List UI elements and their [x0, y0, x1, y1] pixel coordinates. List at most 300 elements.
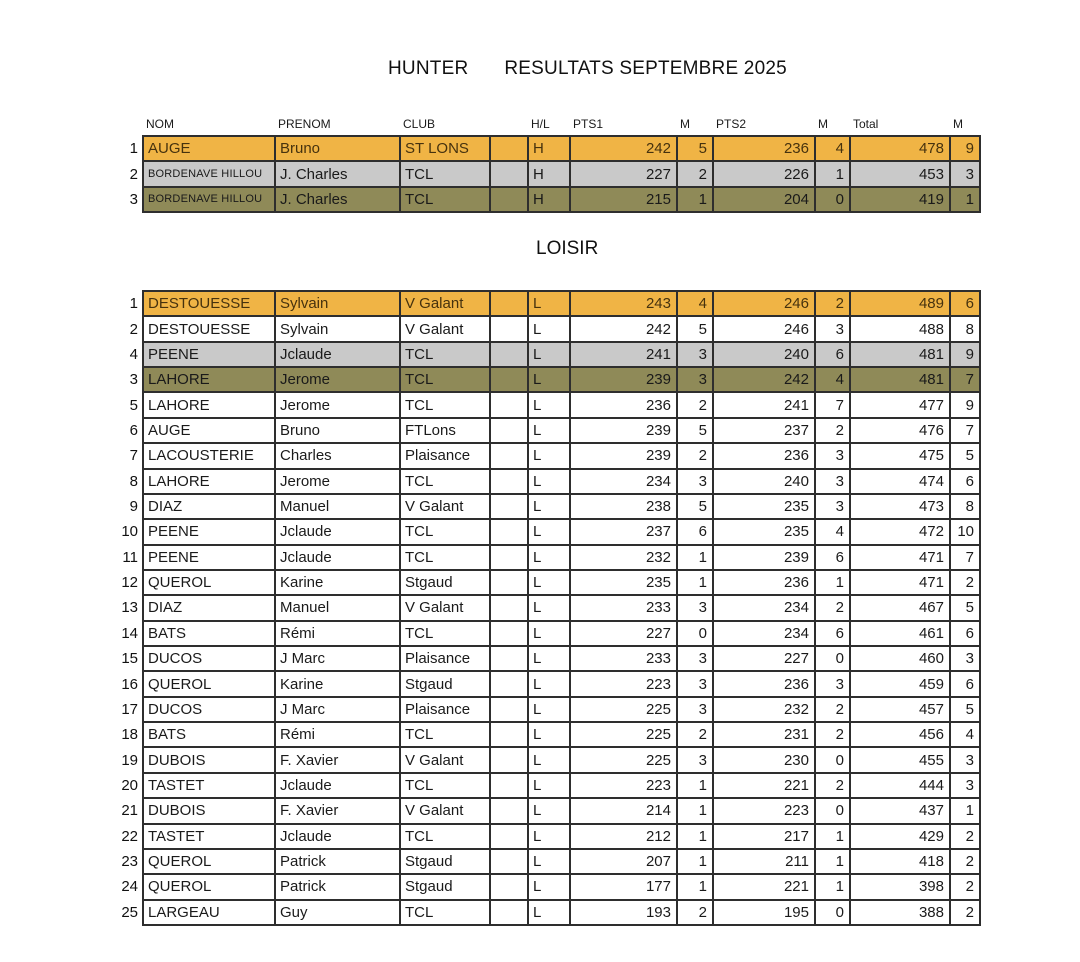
loisir-table	[100, 290, 981, 926]
table-row	[100, 418, 980, 443]
cell-total: 388	[850, 900, 950, 925]
cell-empty	[490, 418, 528, 443]
cell-m3: 3	[950, 747, 980, 772]
table-row	[100, 824, 980, 849]
cell-m2: 3	[815, 316, 850, 341]
rank-cell: 2	[100, 316, 143, 341]
cell-m2: 3	[815, 671, 850, 696]
cell-prenom: Rémi	[275, 722, 400, 747]
title-category: HUNTER	[388, 58, 469, 79]
cell-m3: 6	[950, 621, 980, 646]
table-row	[100, 722, 980, 747]
cell-pts1: 238	[570, 494, 677, 519]
cell-m3: 7	[950, 418, 980, 443]
cell-total: 460	[850, 646, 950, 671]
table-row	[100, 443, 980, 468]
table-row	[100, 747, 980, 772]
cell-prenom: Manuel	[275, 494, 400, 519]
cell-prenom: F. Xavier	[275, 747, 400, 772]
cell-empty	[490, 291, 528, 316]
page-title	[388, 58, 787, 80]
cell-prenom: Sylvain	[275, 291, 400, 316]
cell-hl: L	[528, 900, 570, 925]
cell-nom: DESTOUESSE	[143, 291, 275, 316]
cell-total: 475	[850, 443, 950, 468]
table-row	[100, 595, 980, 620]
cell-hl: L	[528, 874, 570, 899]
cell-m3: 6	[950, 291, 980, 316]
cell-m1: 1	[677, 773, 713, 798]
cell-m1: 1	[677, 570, 713, 595]
cell-club: TCL	[400, 621, 490, 646]
cell-nom: DIAZ	[143, 494, 275, 519]
rank-cell: 24	[100, 874, 143, 899]
cell-total: 398	[850, 874, 950, 899]
cell-pts1: 233	[570, 595, 677, 620]
cell-m3: 2	[950, 874, 980, 899]
cell-pts2: 246	[713, 291, 815, 316]
cell-empty	[490, 747, 528, 772]
cell-prenom: Charles	[275, 443, 400, 468]
cell-nom: AUGE	[143, 418, 275, 443]
cell-pts2: 226	[713, 161, 815, 186]
cell-pts2: 232	[713, 697, 815, 722]
cell-empty	[490, 646, 528, 671]
cell-total: 429	[850, 824, 950, 849]
rank-cell: 23	[100, 849, 143, 874]
cell-pts1: 193	[570, 900, 677, 925]
cell-m1: 2	[677, 392, 713, 417]
cell-nom: DUCOS	[143, 646, 275, 671]
cell-m2: 1	[815, 874, 850, 899]
rank-cell: 7	[100, 443, 143, 468]
cell-pts2: 230	[713, 747, 815, 772]
cell-pts2: 227	[713, 646, 815, 671]
header-nom: NOM	[143, 112, 275, 136]
cell-nom: QUEROL	[143, 874, 275, 899]
cell-empty	[490, 874, 528, 899]
cell-nom: QUEROL	[143, 671, 275, 696]
cell-nom: LAHORE	[143, 469, 275, 494]
cell-hl: L	[528, 418, 570, 443]
cell-m1: 1	[677, 874, 713, 899]
cell-hl: H	[528, 136, 570, 161]
cell-total: 471	[850, 545, 950, 570]
cell-m1: 3	[677, 646, 713, 671]
cell-nom: DESTOUESSE	[143, 316, 275, 341]
cell-m2: 1	[815, 161, 850, 186]
cell-m2: 1	[815, 824, 850, 849]
cell-hl: L	[528, 469, 570, 494]
cell-pts2: 237	[713, 418, 815, 443]
cell-club: TCL	[400, 392, 490, 417]
cell-prenom: Manuel	[275, 595, 400, 620]
cell-club: Plaisance	[400, 443, 490, 468]
cell-prenom: Jclaude	[275, 773, 400, 798]
cell-nom: LARGEAU	[143, 900, 275, 925]
table-row	[100, 900, 980, 925]
rank-cell: 3	[100, 187, 143, 212]
cell-pts2: 211	[713, 849, 815, 874]
cell-m1: 0	[677, 621, 713, 646]
table-row	[100, 342, 980, 367]
cell-club: Stgaud	[400, 874, 490, 899]
cell-hl: L	[528, 671, 570, 696]
header-club: CLUB	[400, 112, 490, 136]
table-row	[100, 671, 980, 696]
cell-club: Stgaud	[400, 570, 490, 595]
rank-cell: 13	[100, 595, 143, 620]
cell-total: 477	[850, 392, 950, 417]
cell-m1: 3	[677, 342, 713, 367]
cell-empty	[490, 621, 528, 646]
cell-m1: 3	[677, 469, 713, 494]
cell-club: TCL	[400, 824, 490, 849]
cell-total: 437	[850, 798, 950, 823]
cell-nom: BATS	[143, 621, 275, 646]
table-row	[100, 849, 980, 874]
cell-pts2: 236	[713, 136, 815, 161]
cell-nom: LACOUSTERIE	[143, 443, 275, 468]
header-total: Total	[850, 112, 950, 136]
cell-total: 473	[850, 494, 950, 519]
cell-hl: L	[528, 519, 570, 544]
cell-m2: 0	[815, 747, 850, 772]
cell-hl: L	[528, 646, 570, 671]
cell-m1: 3	[677, 747, 713, 772]
cell-pts2: 236	[713, 443, 815, 468]
cell-m2: 0	[815, 900, 850, 925]
cell-club: V Galant	[400, 494, 490, 519]
cell-empty	[490, 443, 528, 468]
cell-club: V Galant	[400, 595, 490, 620]
header-pts2: PTS2	[713, 112, 815, 136]
header-pts1: PTS1	[570, 112, 677, 136]
cell-pts2: 234	[713, 595, 815, 620]
cell-hl: L	[528, 849, 570, 874]
cell-m3: 6	[950, 671, 980, 696]
rank-cell: 17	[100, 697, 143, 722]
cell-hl: L	[528, 392, 570, 417]
cell-m3: 5	[950, 443, 980, 468]
cell-m1: 1	[677, 798, 713, 823]
cell-m2: 4	[815, 367, 850, 392]
cell-m1: 3	[677, 367, 713, 392]
rank-cell: 22	[100, 824, 143, 849]
cell-total: 488	[850, 316, 950, 341]
cell-m1: 4	[677, 291, 713, 316]
cell-hl: L	[528, 595, 570, 620]
cell-pts1: 237	[570, 519, 677, 544]
cell-club: V Galant	[400, 291, 490, 316]
cell-empty	[490, 519, 528, 544]
cell-hl: L	[528, 494, 570, 519]
rank-cell: 11	[100, 545, 143, 570]
cell-prenom: Jclaude	[275, 519, 400, 544]
cell-hl: L	[528, 570, 570, 595]
cell-nom: DUBOIS	[143, 798, 275, 823]
cell-m2: 6	[815, 342, 850, 367]
cell-nom: DUCOS	[143, 697, 275, 722]
table-row	[100, 697, 980, 722]
cell-m2: 2	[815, 291, 850, 316]
cell-empty	[490, 824, 528, 849]
cell-pts1: 223	[570, 773, 677, 798]
cell-nom: PEENE	[143, 519, 275, 544]
table-row	[100, 874, 980, 899]
cell-total: 474	[850, 469, 950, 494]
cell-m3: 10	[950, 519, 980, 544]
cell-m2: 1	[815, 570, 850, 595]
cell-nom: PEENE	[143, 545, 275, 570]
cell-prenom: Patrick	[275, 849, 400, 874]
cell-m2: 2	[815, 722, 850, 747]
cell-m3: 7	[950, 545, 980, 570]
cell-pts1: 225	[570, 697, 677, 722]
cell-hl: L	[528, 342, 570, 367]
cell-empty	[490, 570, 528, 595]
cell-m1: 1	[677, 545, 713, 570]
cell-prenom: J Marc	[275, 646, 400, 671]
table-row	[100, 187, 980, 212]
cell-m3: 9	[950, 136, 980, 161]
cell-empty	[490, 671, 528, 696]
cell-m2: 1	[815, 849, 850, 874]
table-row	[100, 570, 980, 595]
rank-cell: 15	[100, 646, 143, 671]
cell-hl: L	[528, 316, 570, 341]
hunter-table	[100, 112, 981, 213]
cell-empty	[490, 136, 528, 161]
cell-hl: L	[528, 722, 570, 747]
cell-m2: 3	[815, 443, 850, 468]
cell-club: V Galant	[400, 747, 490, 772]
cell-prenom: Bruno	[275, 136, 400, 161]
cell-nom: DUBOIS	[143, 747, 275, 772]
cell-m3: 3	[950, 773, 980, 798]
cell-club: Plaisance	[400, 697, 490, 722]
cell-empty	[490, 900, 528, 925]
rank-cell: 2	[100, 161, 143, 186]
table-row	[100, 392, 980, 417]
cell-empty	[490, 722, 528, 747]
cell-m2: 2	[815, 773, 850, 798]
cell-empty	[490, 392, 528, 417]
cell-nom: LAHORE	[143, 367, 275, 392]
cell-pts2: 221	[713, 773, 815, 798]
cell-empty	[490, 316, 528, 341]
cell-m3: 3	[950, 646, 980, 671]
cell-club: V Galant	[400, 798, 490, 823]
cell-empty	[490, 187, 528, 212]
header-rank-spacer	[100, 112, 143, 136]
header-m1: M	[677, 112, 713, 136]
table-row	[100, 136, 980, 161]
cell-hl: L	[528, 621, 570, 646]
cell-empty	[490, 494, 528, 519]
cell-m3: 6	[950, 469, 980, 494]
rank-cell: 9	[100, 494, 143, 519]
rank-cell: 3	[100, 367, 143, 392]
cell-hl: H	[528, 187, 570, 212]
cell-m3: 2	[950, 824, 980, 849]
cell-club: TCL	[400, 545, 490, 570]
cell-m2: 6	[815, 545, 850, 570]
cell-prenom: Jclaude	[275, 545, 400, 570]
cell-pts2: 242	[713, 367, 815, 392]
table-row	[100, 161, 980, 186]
cell-hl: L	[528, 773, 570, 798]
rank-cell: 16	[100, 671, 143, 696]
cell-empty	[490, 595, 528, 620]
cell-m3: 1	[950, 798, 980, 823]
cell-club: TCL	[400, 722, 490, 747]
cell-pts1: 177	[570, 874, 677, 899]
cell-nom: QUEROL	[143, 570, 275, 595]
cell-total: 478	[850, 136, 950, 161]
cell-pts1: 236	[570, 392, 677, 417]
cell-club: Stgaud	[400, 849, 490, 874]
cell-pts2: 241	[713, 392, 815, 417]
header-empty	[490, 112, 528, 136]
cell-pts2: 239	[713, 545, 815, 570]
cell-m2: 0	[815, 187, 850, 212]
cell-pts2: 236	[713, 671, 815, 696]
cell-nom: LAHORE	[143, 392, 275, 417]
cell-m1: 2	[677, 722, 713, 747]
cell-empty	[490, 697, 528, 722]
rank-cell: 19	[100, 747, 143, 772]
cell-m2: 6	[815, 621, 850, 646]
cell-prenom: Karine	[275, 570, 400, 595]
cell-empty	[490, 545, 528, 570]
cell-m3: 7	[950, 367, 980, 392]
cell-pts1: 215	[570, 187, 677, 212]
cell-pts1: 225	[570, 722, 677, 747]
cell-nom: TASTET	[143, 824, 275, 849]
rank-cell: 21	[100, 798, 143, 823]
cell-m2: 2	[815, 595, 850, 620]
cell-total: 459	[850, 671, 950, 696]
cell-m1: 1	[677, 849, 713, 874]
header-prenom: PRENOM	[275, 112, 400, 136]
header-hl: H/L	[528, 112, 570, 136]
cell-pts2: 235	[713, 494, 815, 519]
cell-club: TCL	[400, 469, 490, 494]
cell-empty	[490, 849, 528, 874]
table-row	[100, 798, 980, 823]
cell-hl: L	[528, 697, 570, 722]
cell-total: 471	[850, 570, 950, 595]
cell-prenom: J. Charles	[275, 187, 400, 212]
rank-cell: 1	[100, 136, 143, 161]
cell-m2: 3	[815, 469, 850, 494]
cell-club: TCL	[400, 519, 490, 544]
table-row	[100, 621, 980, 646]
cell-pts1: 214	[570, 798, 677, 823]
cell-m3: 5	[950, 595, 980, 620]
cell-pts1: 242	[570, 316, 677, 341]
table-row	[100, 646, 980, 671]
cell-m3: 4	[950, 722, 980, 747]
cell-prenom: Jerome	[275, 469, 400, 494]
cell-total: 456	[850, 722, 950, 747]
cell-m2: 4	[815, 136, 850, 161]
cell-total: 418	[850, 849, 950, 874]
cell-total: 461	[850, 621, 950, 646]
cell-m3: 8	[950, 316, 980, 341]
table-row	[100, 316, 980, 341]
cell-pts1: 239	[570, 418, 677, 443]
cell-prenom: Karine	[275, 671, 400, 696]
cell-pts2: 195	[713, 900, 815, 925]
cell-hl: L	[528, 824, 570, 849]
cell-m2: 2	[815, 697, 850, 722]
cell-m1: 2	[677, 161, 713, 186]
cell-total: 455	[850, 747, 950, 772]
rank-cell: 4	[100, 342, 143, 367]
cell-hl: L	[528, 798, 570, 823]
cell-total: 453	[850, 161, 950, 186]
rank-cell: 14	[100, 621, 143, 646]
cell-prenom: Jerome	[275, 367, 400, 392]
cell-nom: BORDENAVE HILLOU	[143, 161, 275, 186]
cell-m3: 2	[950, 570, 980, 595]
cell-empty	[490, 469, 528, 494]
cell-club: TCL	[400, 187, 490, 212]
cell-m2: 7	[815, 392, 850, 417]
cell-nom: PEENE	[143, 342, 275, 367]
title-text: RESULTATS SEPTEMBRE 2025	[504, 58, 787, 79]
cell-empty	[490, 773, 528, 798]
cell-m3: 9	[950, 342, 980, 367]
cell-pts2: 240	[713, 342, 815, 367]
cell-pts1: 207	[570, 849, 677, 874]
cell-club: Plaisance	[400, 646, 490, 671]
cell-hl: L	[528, 747, 570, 772]
cell-m3: 2	[950, 900, 980, 925]
cell-pts1: 223	[570, 671, 677, 696]
rank-cell: 10	[100, 519, 143, 544]
cell-m1: 3	[677, 697, 713, 722]
cell-nom: AUGE	[143, 136, 275, 161]
cell-m2: 2	[815, 418, 850, 443]
cell-pts1: 243	[570, 291, 677, 316]
header-m2: M	[815, 112, 850, 136]
cell-nom: DIAZ	[143, 595, 275, 620]
cell-m1: 2	[677, 900, 713, 925]
cell-empty	[490, 367, 528, 392]
rank-cell: 8	[100, 469, 143, 494]
table-row	[100, 469, 980, 494]
cell-m3: 1	[950, 187, 980, 212]
cell-m1: 5	[677, 136, 713, 161]
cell-hl: L	[528, 443, 570, 468]
cell-club: TCL	[400, 342, 490, 367]
cell-club: TCL	[400, 773, 490, 798]
cell-prenom: Patrick	[275, 874, 400, 899]
cell-prenom: Jclaude	[275, 342, 400, 367]
cell-m3: 3	[950, 161, 980, 186]
cell-m1: 5	[677, 494, 713, 519]
table-row	[100, 545, 980, 570]
cell-m2: 4	[815, 519, 850, 544]
cell-club: FTLons	[400, 418, 490, 443]
cell-pts2: 223	[713, 798, 815, 823]
rank-cell: 1	[100, 291, 143, 316]
cell-m1: 1	[677, 187, 713, 212]
cell-pts2: 217	[713, 824, 815, 849]
